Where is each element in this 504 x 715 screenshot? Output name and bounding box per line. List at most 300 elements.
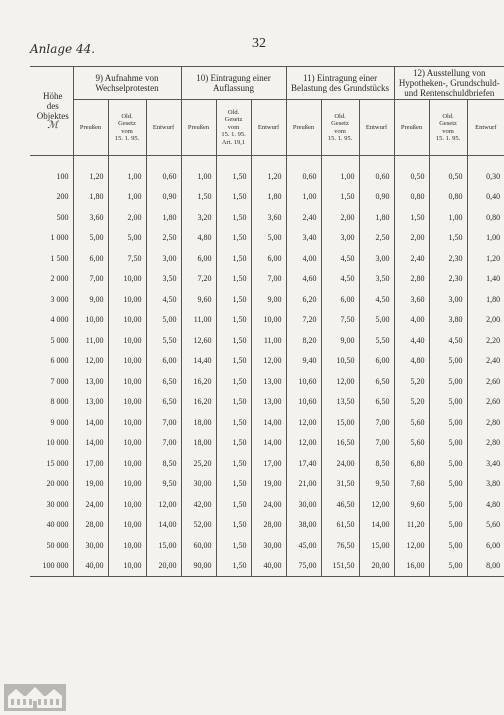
object-height-line1: Höhe xyxy=(43,91,63,101)
old-law-9-l1: Old. xyxy=(121,112,133,120)
fee-cell: 12,00 xyxy=(321,371,359,392)
object-value-cell: 100 000 xyxy=(30,556,73,577)
col-old-law-10 xyxy=(216,100,251,156)
fee-cell: 4,60 xyxy=(286,269,321,290)
fee-cell: 2,00 xyxy=(108,207,146,228)
col-preussen-9: Preußen xyxy=(73,100,108,156)
fee-cell: 3,40 xyxy=(286,228,321,249)
fee-cell: 7,00 xyxy=(359,433,394,454)
object-value-cell: 3 000 xyxy=(50,294,69,304)
fee-cell: 1,20 xyxy=(73,166,108,187)
fee-cell: 61,50 xyxy=(321,515,359,536)
group-header-11: 11) Eintragung einer Belastung des Grundstücks xyxy=(286,67,394,100)
fee-cell: 2,30 xyxy=(429,248,467,269)
fee-cell: 1,50 xyxy=(216,515,251,536)
fee-cell: 14,00 xyxy=(146,515,181,536)
object-value-cell: 6 000 xyxy=(50,356,69,366)
fee-cell: 151,50 xyxy=(321,556,359,577)
col-preussen-10: Preußen xyxy=(181,100,216,156)
fee-cell: 2,80 xyxy=(467,433,504,454)
fee-table xyxy=(30,66,504,577)
fee-cell: 12,00 xyxy=(394,535,429,556)
fee-cell: 10,60 xyxy=(286,392,321,413)
fee-cell: 1,20 xyxy=(467,248,504,269)
fee-cell: 3,00 xyxy=(359,248,394,269)
table-row xyxy=(30,269,504,290)
fee-cell: 5,60 xyxy=(394,412,429,433)
fee-cell: 2,30 xyxy=(429,269,467,290)
fee-cell: 1,00 xyxy=(286,187,321,208)
fee-cell: 2,60 xyxy=(467,371,504,392)
table-row xyxy=(30,351,504,372)
fee-cell: 4,50 xyxy=(146,289,181,310)
fee-cell: 10,00 xyxy=(108,556,146,577)
fee-cell: 1,50 xyxy=(394,207,429,228)
fee-cell: 14,00 xyxy=(359,515,394,536)
fee-cell: 14,00 xyxy=(73,412,108,433)
fee-cell: 30,00 xyxy=(251,535,286,556)
fee-cell: 6,20 xyxy=(286,289,321,310)
fee-cell: 1,50 xyxy=(429,228,467,249)
fee-cell: 13,50 xyxy=(321,392,359,413)
table-row xyxy=(30,248,504,269)
object-value-cell: 500 xyxy=(56,212,69,222)
fee-cell: 7,00 xyxy=(146,433,181,454)
old-law-9-l4: 15. 1. 95. xyxy=(114,135,140,142)
table-row xyxy=(30,515,504,536)
fee-cell: 2,20 xyxy=(467,330,504,351)
fee-cell: 1,50 xyxy=(216,433,251,454)
fee-cell: 3,60 xyxy=(394,289,429,310)
appendix-label: Anlage 44. xyxy=(30,42,96,56)
fee-cell: 5,00 xyxy=(429,371,467,392)
fee-cell: 11,00 xyxy=(73,330,108,351)
fee-cell: 5,50 xyxy=(359,330,394,351)
object-value-cell: 15 000 xyxy=(46,458,69,468)
fee-cell: 2,50 xyxy=(146,228,181,249)
fee-cell: 6,00 xyxy=(146,351,181,372)
fee-cell: 4,50 xyxy=(321,269,359,290)
fee-cell: 15,00 xyxy=(321,412,359,433)
fee-cell: 0,30 xyxy=(467,166,504,187)
fee-cell: 5,00 xyxy=(73,228,108,249)
fee-cell: 15,00 xyxy=(359,535,394,556)
table-body xyxy=(30,156,504,577)
fee-cell: 1,50 xyxy=(216,269,251,290)
fee-cell: 2,00 xyxy=(321,207,359,228)
fee-cell: 5,00 xyxy=(251,228,286,249)
fee-cell: 5,00 xyxy=(146,310,181,331)
fee-cell: 0,50 xyxy=(429,166,467,187)
fee-cell: 90,00 xyxy=(181,556,216,577)
table-row xyxy=(30,228,504,249)
object-value-cell: 50 000 xyxy=(46,540,69,550)
fee-cell: 5,00 xyxy=(429,351,467,372)
fee-cell: 0,60 xyxy=(359,166,394,187)
fee-cell: 4,50 xyxy=(429,330,467,351)
fee-cell: 1,00 xyxy=(429,207,467,228)
old-law-10-l1: Old. xyxy=(227,108,240,116)
fee-cell: 7,00 xyxy=(251,269,286,290)
table-row xyxy=(30,433,504,454)
fee-cell: 1,50 xyxy=(321,187,359,208)
fee-cell: 10,00 xyxy=(73,310,108,331)
col-preussen-12: Preußen xyxy=(394,100,429,156)
fee-cell: 31,50 xyxy=(321,474,359,495)
col-old-law-11 xyxy=(321,100,359,156)
fee-cell: 13,00 xyxy=(73,371,108,392)
fee-cell: 10,00 xyxy=(108,351,146,372)
fee-cell: 4,00 xyxy=(394,310,429,331)
fee-cell: 19,00 xyxy=(251,474,286,495)
fee-cell: 12,00 xyxy=(251,351,286,372)
fee-cell: 30,00 xyxy=(286,494,321,515)
fee-cell: 7,00 xyxy=(359,412,394,433)
fee-cell: 10,00 xyxy=(108,433,146,454)
old-law-11-l2: Gesetz xyxy=(331,120,349,127)
fee-cell: 1,50 xyxy=(216,248,251,269)
fee-cell: 1,50 xyxy=(216,556,251,577)
fee-cell: 10,00 xyxy=(251,310,286,331)
fee-cell: 30,00 xyxy=(73,535,108,556)
fee-cell: 1,50 xyxy=(216,453,251,474)
table-row xyxy=(30,392,504,413)
fee-cell: 10,00 xyxy=(108,330,146,351)
old-law-10-l5: Art. 19,1 xyxy=(221,138,246,146)
fee-cell: 5,50 xyxy=(146,330,181,351)
fee-cell: 5,00 xyxy=(429,474,467,495)
fee-cell: 8,50 xyxy=(359,453,394,474)
old-law-10-l2: Gesetz xyxy=(224,116,243,124)
fee-cell: 0,80 xyxy=(394,187,429,208)
fee-cell: 0,40 xyxy=(467,187,504,208)
fee-cell: 10,00 xyxy=(108,392,146,413)
old-law-10-l4: 15. 1. 95. xyxy=(221,131,246,139)
fee-cell: 6,00 xyxy=(251,248,286,269)
col-entwurf-9: Entwurf xyxy=(146,100,181,156)
fee-cell: 10,00 xyxy=(108,289,146,310)
fee-cell: 1,50 xyxy=(216,166,251,187)
fee-cell: 16,00 xyxy=(394,556,429,577)
fee-cell: 1,00 xyxy=(321,166,359,187)
object-value-cell: 40 000 xyxy=(46,520,69,530)
fee-cell: 12,60 xyxy=(181,330,216,351)
fee-cell: 1,80 xyxy=(359,207,394,228)
fee-cell: 1,80 xyxy=(251,187,286,208)
object-height-line2: des xyxy=(46,101,59,111)
fee-cell: 12,00 xyxy=(286,433,321,454)
fee-cell: 16,50 xyxy=(321,433,359,454)
fee-cell: 18,00 xyxy=(181,433,216,454)
fee-cell: 42,00 xyxy=(181,494,216,515)
fee-cell: 12,00 xyxy=(286,412,321,433)
fee-cell: 3,40 xyxy=(467,453,504,474)
page-number: 32 xyxy=(252,36,266,51)
fee-cell: 0,80 xyxy=(429,187,467,208)
fee-cell: 21,00 xyxy=(286,474,321,495)
fee-cell: 2,50 xyxy=(359,228,394,249)
fee-cell: 7,50 xyxy=(108,248,146,269)
table-row xyxy=(30,330,504,351)
group-header-9: 9) Aufnahme von Wechselprotesten xyxy=(73,67,181,100)
fee-cell: 4,80 xyxy=(467,494,504,515)
fee-cell: 6,00 xyxy=(467,535,504,556)
fee-cell: 30,00 xyxy=(181,474,216,495)
fee-cell: 24,00 xyxy=(73,494,108,515)
object-value-cell: 2 000 xyxy=(50,274,69,284)
fee-cell: 1,50 xyxy=(216,228,251,249)
fee-cell: 1,50 xyxy=(216,351,251,372)
fee-cell: 1,80 xyxy=(73,187,108,208)
fee-cell: 6,80 xyxy=(394,453,429,474)
fee-cell: 1,00 xyxy=(108,187,146,208)
fee-cell: 10,00 xyxy=(108,269,146,290)
fee-cell: 3,00 xyxy=(146,248,181,269)
fee-cell: 1,00 xyxy=(467,228,504,249)
old-law-11-l3: vom xyxy=(334,127,346,135)
fee-cell: 4,40 xyxy=(394,330,429,351)
fee-cell: 2,40 xyxy=(394,248,429,269)
fee-cell: 46,50 xyxy=(321,494,359,515)
fee-cell: 10,00 xyxy=(108,474,146,495)
fee-cell: 45,00 xyxy=(286,535,321,556)
object-value-cell: 200 xyxy=(56,192,69,202)
object-value-cell: 1 000 xyxy=(50,233,69,243)
fee-cell: 12,00 xyxy=(146,494,181,515)
fee-cell: 0,60 xyxy=(146,166,181,187)
fee-cell: 10,00 xyxy=(108,494,146,515)
fee-cell: 13,00 xyxy=(73,392,108,413)
fee-cell: 10,00 xyxy=(108,371,146,392)
old-law-10-l3: vom xyxy=(227,123,240,131)
table-row xyxy=(30,187,504,208)
library-logo xyxy=(4,684,66,711)
fee-cell: 0,50 xyxy=(394,166,429,187)
fee-cell: 5,00 xyxy=(429,433,467,454)
fee-cell: 40,00 xyxy=(251,556,286,577)
fee-cell: 10,00 xyxy=(108,310,146,331)
fee-cell: 1,20 xyxy=(251,166,286,187)
fee-cell: 1,50 xyxy=(216,412,251,433)
currency-symbol: ℳ xyxy=(47,120,59,131)
fee-cell: 4,80 xyxy=(181,228,216,249)
fee-cell: 52,00 xyxy=(181,515,216,536)
fee-cell: 4,50 xyxy=(321,248,359,269)
fee-cell: 1,50 xyxy=(181,187,216,208)
fee-cell: 9,50 xyxy=(359,474,394,495)
fee-cell: 3,60 xyxy=(73,207,108,228)
old-law-12-l3: vom xyxy=(442,127,454,135)
fee-cell: 28,00 xyxy=(251,515,286,536)
fee-cell: 0,90 xyxy=(146,187,181,208)
fee-cell: 19,00 xyxy=(73,474,108,495)
fee-cell: 5,00 xyxy=(429,556,467,577)
fee-cell: 9,00 xyxy=(321,330,359,351)
object-value-cell: 100 xyxy=(56,171,69,181)
table-row xyxy=(30,453,504,474)
table-spacer-row xyxy=(30,156,504,167)
fee-cell: 6,50 xyxy=(146,371,181,392)
fee-cell: 16,20 xyxy=(181,371,216,392)
fee-cell: 8,50 xyxy=(146,453,181,474)
fee-cell: 16,20 xyxy=(181,392,216,413)
fee-cell: 1,50 xyxy=(216,330,251,351)
fee-cell: 75,00 xyxy=(286,556,321,577)
fee-cell: 40,00 xyxy=(73,556,108,577)
col-entwurf-12: Entwurf xyxy=(467,100,504,156)
fee-cell: 25,20 xyxy=(181,453,216,474)
fee-cell: 6,50 xyxy=(146,392,181,413)
fee-cell: 3,50 xyxy=(359,269,394,290)
fee-cell: 3,80 xyxy=(467,474,504,495)
fee-cell: 5,60 xyxy=(467,515,504,536)
fee-cell: 7,60 xyxy=(394,474,429,495)
fee-cell: 18,00 xyxy=(181,412,216,433)
fee-cell: 8,20 xyxy=(286,330,321,351)
fee-cell: 5,20 xyxy=(394,392,429,413)
old-law-12-l2: Gesetz xyxy=(439,120,457,127)
fee-cell: 12,00 xyxy=(359,494,394,515)
fee-cell: 1,50 xyxy=(216,494,251,515)
group-header-10: 10) Eintragung einer Auflassung xyxy=(181,67,286,100)
group-header-12: 12) Ausstellung von Hypotheken-, Grundschuld- und Rentenschuldbriefen xyxy=(394,67,504,100)
fee-cell: 2,60 xyxy=(467,392,504,413)
fee-cell: 24,00 xyxy=(251,494,286,515)
col-entwurf-11: Entwurf xyxy=(359,100,394,156)
fee-cell: 1,40 xyxy=(467,269,504,290)
old-law-9-l2: Gesetz xyxy=(118,120,136,127)
old-law-11-l4: 15. 1. 95. xyxy=(327,135,353,142)
object-value-cell: 7 000 xyxy=(50,376,69,386)
fee-cell: 10,00 xyxy=(108,453,146,474)
fee-cell: 4,80 xyxy=(394,351,429,372)
fee-cell: 2,40 xyxy=(467,351,504,372)
fee-cell: 11,00 xyxy=(251,330,286,351)
object-value-cell: 4 000 xyxy=(50,315,69,325)
fee-cell: 6,00 xyxy=(181,248,216,269)
fee-cell: 8,00 xyxy=(467,556,504,577)
fee-cell: 4,00 xyxy=(286,248,321,269)
object-value-cell: 1 500 xyxy=(50,253,69,263)
fee-cell: 15,00 xyxy=(146,535,181,556)
fee-cell: 6,50 xyxy=(359,371,394,392)
fee-cell: 10,00 xyxy=(108,412,146,433)
fee-cell: 20,00 xyxy=(146,556,181,577)
fee-cell: 1,00 xyxy=(181,166,216,187)
table-row xyxy=(30,535,504,556)
fee-cell: 6,00 xyxy=(73,248,108,269)
fee-cell: 3,00 xyxy=(429,289,467,310)
fee-cell: 1,80 xyxy=(146,207,181,228)
fee-cell: 2,80 xyxy=(394,269,429,290)
fee-cell: 7,00 xyxy=(73,269,108,290)
fee-cell: 2,00 xyxy=(467,310,504,331)
fee-cell: 9,40 xyxy=(286,351,321,372)
fee-cell: 11,20 xyxy=(394,515,429,536)
fee-cell: 10,00 xyxy=(108,535,146,556)
fee-cell: 1,50 xyxy=(216,310,251,331)
table-row xyxy=(30,207,504,228)
object-value-cell: 30 000 xyxy=(46,499,69,509)
fee-cell: 38,00 xyxy=(286,515,321,536)
fee-cell: 5,60 xyxy=(394,433,429,454)
fee-cell: 9,60 xyxy=(181,289,216,310)
fee-cell: 5,00 xyxy=(429,412,467,433)
fee-cell: 5,00 xyxy=(429,515,467,536)
fee-cell: 11,00 xyxy=(181,310,216,331)
fee-cell: 20,00 xyxy=(359,556,394,577)
fee-cell: 10,50 xyxy=(321,351,359,372)
fee-cell: 13,00 xyxy=(251,371,286,392)
fee-cell: 5,00 xyxy=(429,453,467,474)
fee-cell: 6,00 xyxy=(321,289,359,310)
col-entwurf-10: Entwurf xyxy=(251,100,286,156)
fee-cell: 5,00 xyxy=(108,228,146,249)
fee-cell: 2,40 xyxy=(286,207,321,228)
fee-cell: 14,00 xyxy=(251,412,286,433)
fee-cell: 1,50 xyxy=(216,289,251,310)
fee-cell: 14,00 xyxy=(251,433,286,454)
fee-cell: 17,40 xyxy=(286,453,321,474)
fee-cell: 1,50 xyxy=(216,535,251,556)
fee-cell: 9,00 xyxy=(73,289,108,310)
table-row xyxy=(30,166,504,187)
fee-cell: 5,20 xyxy=(394,371,429,392)
fee-cell: 60,00 xyxy=(181,535,216,556)
fee-cell: 3,50 xyxy=(146,269,181,290)
object-value-cell: 10 000 xyxy=(46,438,69,448)
fee-cell: 4,50 xyxy=(359,289,394,310)
object-value-cell: 20 000 xyxy=(46,479,69,489)
fee-cell: 5,00 xyxy=(359,310,394,331)
fee-cell: 0,60 xyxy=(286,166,321,187)
fee-cell: 14,40 xyxy=(181,351,216,372)
table-row xyxy=(30,494,504,515)
fee-cell: 7,50 xyxy=(321,310,359,331)
fee-cell: 6,00 xyxy=(359,351,394,372)
fee-cell: 1,50 xyxy=(216,207,251,228)
fee-cell: 3,60 xyxy=(251,207,286,228)
col-old-law-12 xyxy=(429,100,467,156)
fee-cell: 1,00 xyxy=(108,166,146,187)
fee-cell: 1,50 xyxy=(216,474,251,495)
fee-cell: 2,80 xyxy=(467,412,504,433)
fee-cell: 9,60 xyxy=(394,494,429,515)
fee-cell: 1,50 xyxy=(216,187,251,208)
fee-cell: 12,00 xyxy=(73,351,108,372)
fee-cell: 1,80 xyxy=(467,289,504,310)
object-value-cell: 5 000 xyxy=(50,335,69,345)
fee-cell: 1,50 xyxy=(216,371,251,392)
fee-cell: 5,00 xyxy=(429,392,467,413)
fee-cell: 7,00 xyxy=(146,412,181,433)
col-preussen-11: Preußen xyxy=(286,100,321,156)
fee-cell: 5,00 xyxy=(429,535,467,556)
fee-cell: 9,50 xyxy=(146,474,181,495)
fee-cell: 76,50 xyxy=(321,535,359,556)
fee-cell: 17,00 xyxy=(73,453,108,474)
fee-cell: 24,00 xyxy=(321,453,359,474)
object-value-cell: 9 000 xyxy=(50,417,69,427)
object-height-header xyxy=(30,67,73,156)
old-law-11-l1: Old. xyxy=(334,112,346,120)
table-row xyxy=(30,371,504,392)
fee-cell: 5,00 xyxy=(429,494,467,515)
fee-cell: 28,00 xyxy=(73,515,108,536)
fee-cell: 7,20 xyxy=(286,310,321,331)
table-row xyxy=(30,412,504,433)
fee-cell: 14,00 xyxy=(73,433,108,454)
